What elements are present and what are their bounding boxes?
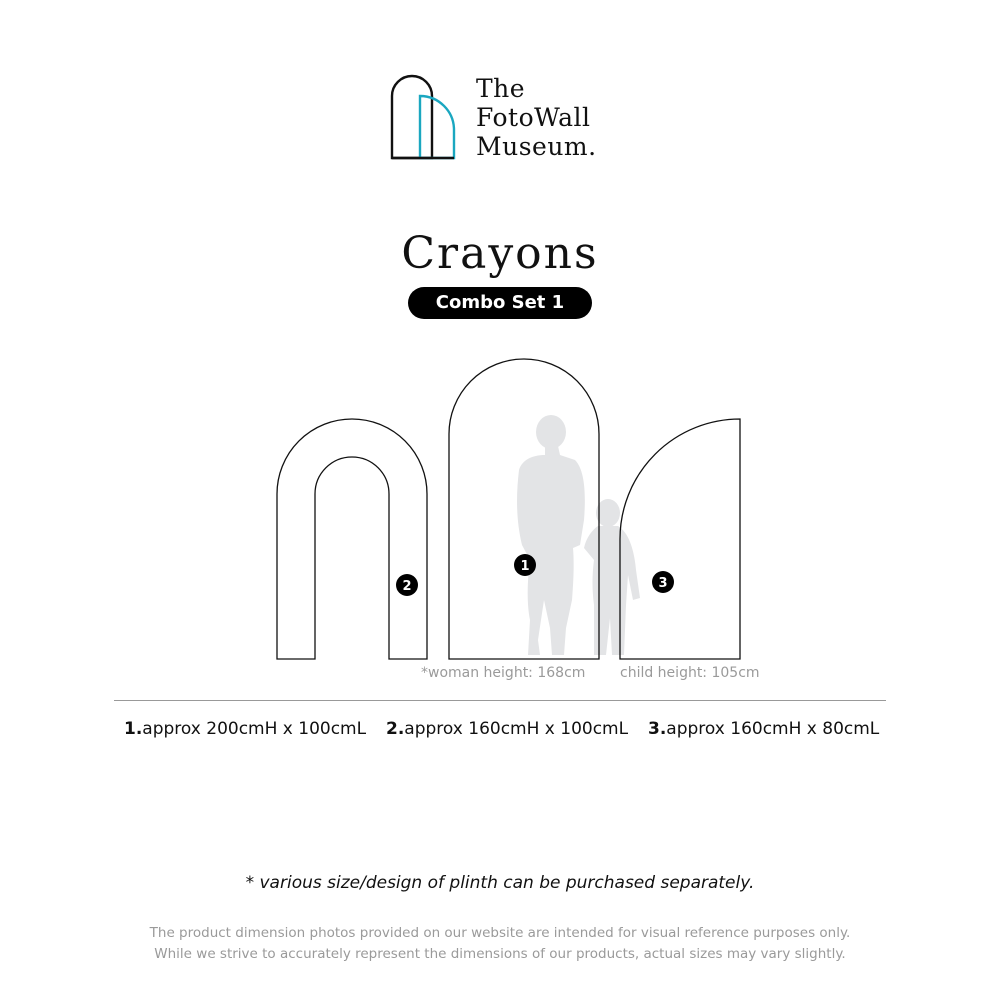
disclaimer (0, 923, 1000, 965)
svg-text:1: 1 (520, 559, 530, 574)
child-silhouette (584, 499, 640, 655)
dimension-1: 1.approx 200cmH x 100cmL (124, 719, 367, 739)
panel-3-marker (652, 571, 674, 593)
child-height-note: child height: 105cm (620, 665, 760, 681)
logo-line-1: The (476, 74, 526, 103)
plinth-note: * various size/design of plinth can be purchased separately. (245, 873, 755, 893)
subtitle-badge: Combo Set 1 (408, 287, 592, 319)
logo-line-3: Museum. (476, 132, 597, 161)
woman-silhouette (517, 415, 585, 655)
disclaimer-line-1: The product dimension photos provided on our website are intended for visual reference purposes only. (149, 925, 851, 941)
dimension-2: 2.approx 160cmH x 100cmL (386, 719, 629, 739)
logo-line-2: FotoWall (476, 103, 591, 132)
svg-text:2: 2 (402, 579, 412, 594)
woman-height-note: *woman height: 168cm (421, 665, 586, 681)
dimension-3: 3.approx 160cmH x 80cmL (648, 719, 880, 739)
product-title: Crayons (401, 228, 599, 279)
svg-text:3: 3 (658, 576, 668, 591)
panel-2-outline (277, 419, 427, 659)
disclaimer-line-2: While we strive to accurately represent the dimensions of our products, actual sizes may vary slightly. (154, 946, 846, 962)
divider (114, 700, 886, 701)
panel-1-marker (514, 554, 536, 576)
panel-3-outline (620, 419, 740, 659)
panel-2-marker (396, 574, 418, 596)
